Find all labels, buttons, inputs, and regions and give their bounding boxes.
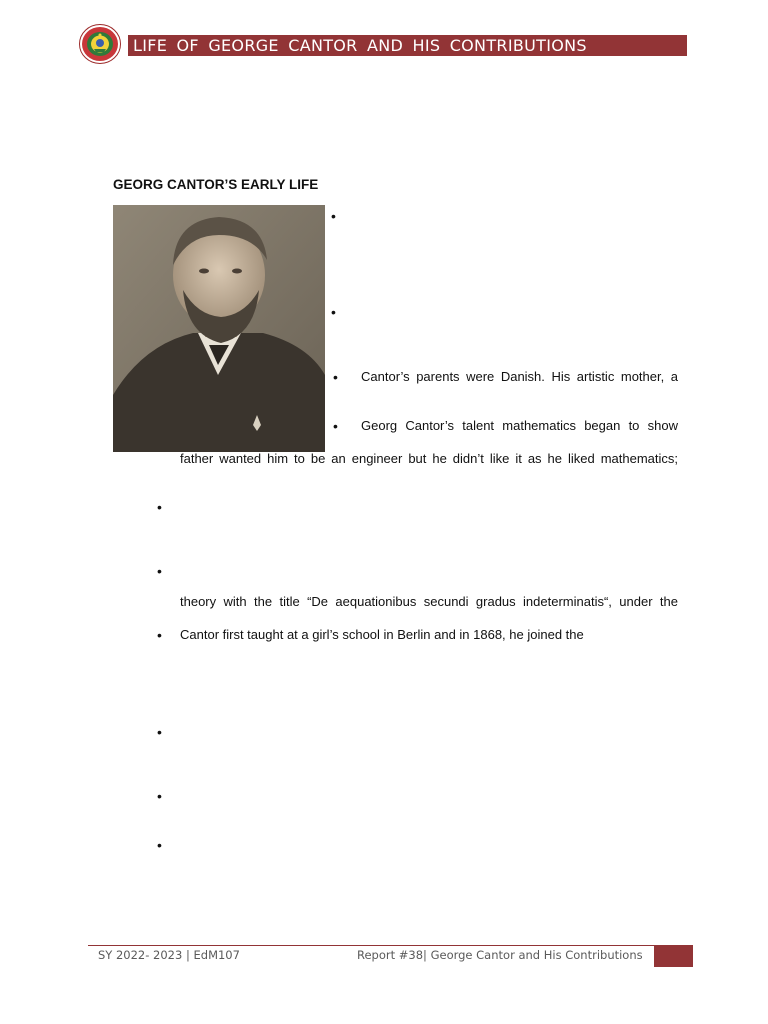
paragraph-line-talent: Georg Cantor’s talent mathematics began to show [361, 418, 678, 433]
university-seal-icon [79, 24, 121, 64]
header-bar [128, 35, 687, 56]
bullet-marker: • [157, 724, 162, 740]
header-title: LIFE OF GEORGE CANTOR AND HIS CONTRIBUTIONS [133, 36, 587, 55]
footer-rule [88, 945, 654, 946]
paragraph-line-parents: Cantor’s parents were Danish. His artistic mother, a [361, 369, 678, 384]
bullet-marker: • [157, 627, 162, 643]
paragraph-line-theory: theory with the title “De aequationibus secundi gradus indeterminatis“, under the [180, 594, 678, 609]
footer-report-label: Report #38| George Cantor and His Contributions [357, 948, 643, 962]
portrait-photo [113, 205, 325, 452]
bullet-marker: • [157, 837, 162, 853]
paragraph-line-school: Cantor first taught at a girl’s school in Berlin and in 1868, he joined the [180, 627, 584, 642]
bullet-marker: • [331, 304, 336, 320]
bullet-marker: • [157, 563, 162, 579]
footer-page-box [654, 945, 693, 967]
bullet-marker: • [333, 369, 338, 385]
bullet-marker: • [331, 208, 336, 224]
bullet-marker: • [333, 418, 338, 434]
section-heading: GEORG CANTOR’S EARLY LIFE [113, 177, 319, 192]
footer-course-label: SY 2022- 2023 | EdM107 [98, 948, 240, 962]
bullet-marker: • [157, 788, 162, 804]
paragraph-line-father: father wanted him to be an engineer but he didn’t like it as he liked mathematics; [180, 451, 678, 466]
bullet-marker: • [157, 499, 162, 515]
